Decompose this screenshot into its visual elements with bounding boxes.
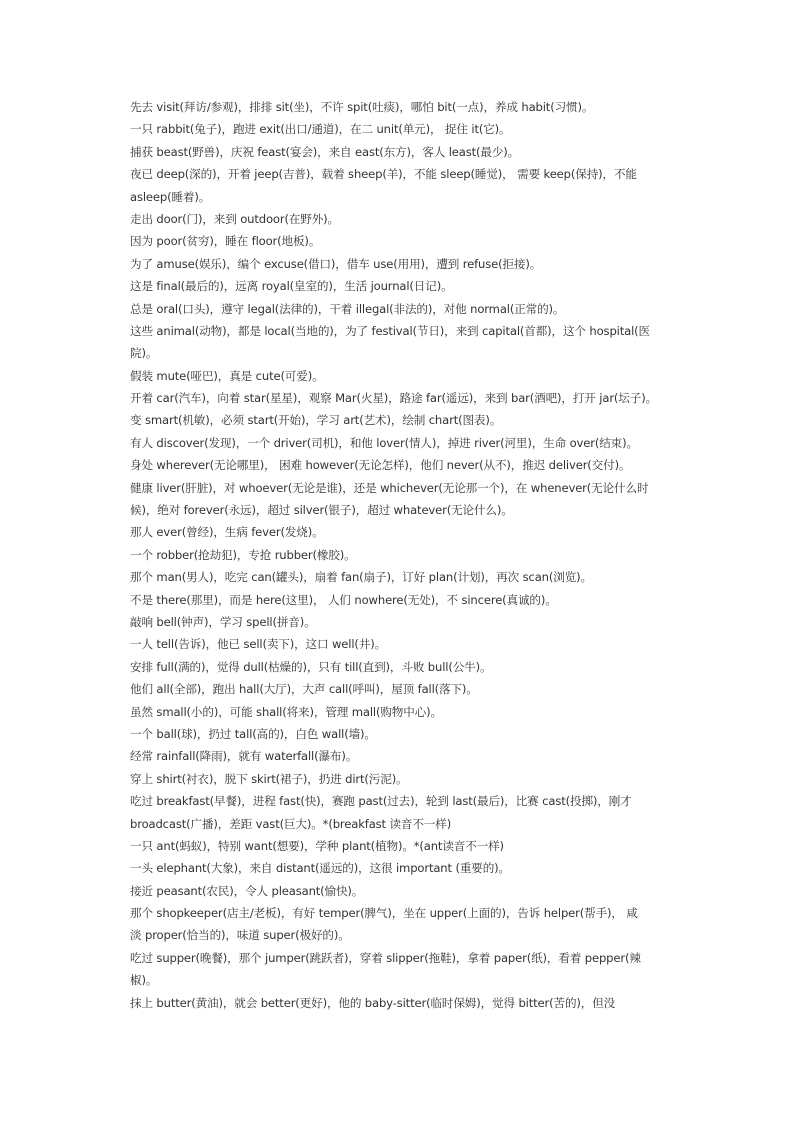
text-line: 穿上 shirt(衬衣)，脱下 skirt(裙子)，扔进 dirt(污泥)。 <box>130 771 408 786</box>
text-line: 淡 proper(恰当的)，味道 super(极好的)。 <box>130 928 350 943</box>
text-line: 总是 oral(口头)，遵守 legal(法律的)，干着 illegal(非法的)，对他 normal(正常的)。 <box>130 301 565 316</box>
text-line: 那个 shopkeeper(店主/老板)，有好 temper(脾气)，坐在 upper(上面的)，告诉 helper(帮手)， 咸 <box>130 906 638 921</box>
text-line: 一只 ant(蚂蚁)，特别 want(想要)，学种 plant(植物)。*(ant读音不一样) <box>130 838 504 853</box>
text-line: 虽然 small(小的)，可能 shall(将来)，管理 mall(购物中心)。 <box>130 704 442 719</box>
text-line: 那个 man(男人)，吃完 can(罐头)，扇着 fan(扇子)，订好 plan(计划)，再次 scan(浏览)。 <box>130 570 592 585</box>
text-line: 椒)。 <box>130 973 158 988</box>
text-line: 一个 ball(球)，扔过 tall(高的)，白色 wall(墙)。 <box>130 726 376 741</box>
text-line: 为了 amuse(娱乐)，编个 excuse(借口)，借车 use(用用)，遭到 refuse(拒接)。 <box>130 256 542 271</box>
text-line: 这些 animal(动物)，都是 local(当地的)，为了 festival(节日)，来到 capital(首都)，这个 hospital(医 <box>130 323 650 338</box>
text-line: 一只 rabbit(兔子)，跑进 exit(出口/通道)，在二 unit(单元)， 捉住 it(它)。 <box>130 122 511 137</box>
text-line: 夜已 deep(深的)，开着 jeep(吉普)，载着 sheep(羊)，不能 sleep(睡觉)， 需要 keep(保持)，不能 <box>130 167 637 182</box>
text-line: 不是 there(那里)，而是 here(这里)， 人们 nowhere(无处)，不 sincere(真诚的)。 <box>130 592 557 607</box>
text-line: 他们 all(全部)，跑出 hall(大厅)，大声 call(呼叫)，屋顶 fall(落下)。 <box>130 682 478 697</box>
text-line: 吃过 breakfast(早餐)，进程 fast(快)，赛跑 past(过去)，轮到 last(最后)，比赛 cast(投掷)，刚才 <box>130 794 632 809</box>
text-line: 开着 car(汽车)，向着 star(星星)，观察 Mar(火星)，路途 far(遥远)，来到 bar(酒吧)，打开 jar(坛子)。 <box>130 391 658 406</box>
text-line: 一人 tell(告诉)，他已 sell(卖下)，这口 well(井)。 <box>130 637 387 652</box>
text-line: 假装 mute(哑巴)，真是 cute(可爱)。 <box>130 368 324 383</box>
text-line: 吃过 supper(晚餐)，那个 jumper(跳跃者)，穿着 slipper(拖鞋)，拿着 paper(纸)，看着 pepper(辣 <box>130 950 641 965</box>
text-line: 候)，绝对 forever(永远)，超过 silver(银子)，超过 whatever(无论什么)。 <box>130 503 513 518</box>
text-line: broadcast(广播)，差距 vast(巨大)。*(breakfast 读音不一样) <box>130 816 452 831</box>
text-line: 走出 door(门)，来到 outdoor(在野外)。 <box>130 211 339 226</box>
text-line: 一头 elephant(大象)，来自 distant(遥远的)，这很 important (重要的)。 <box>130 861 510 876</box>
text-line: 捕获 beast(野兽)，庆祝 feast(宴会)，来自 east(东方)，客人 least(最少)。 <box>130 144 520 159</box>
document-body <box>130 96 690 1014</box>
text-line: 这是 final(最后的)，远离 royal(皇室的)，生活 journal(日记)。 <box>130 279 453 294</box>
text-line: 安排 full(满的)，觉得 dull(枯燥的)，只有 till(直到)，斗败 bull(公牛)。 <box>130 659 492 674</box>
text-line: 先去 visit(拜访/参观)，排排 sit(坐)，不许 spit(吐痰)，哪怕 bit(一点)，养成 habit(习惯)。 <box>130 100 594 114</box>
text-line: asleep(睡着)。 <box>130 189 211 204</box>
text-line: 因为 poor(贫穷)，睡在 floor(地板)。 <box>130 234 321 249</box>
text-line: 变 smart(机敏)，必须 start(开始)，学习 art(艺术)，绘制 chart(图表)。 <box>130 413 502 428</box>
text-line: 院)。 <box>130 346 158 361</box>
text-line: 经常 rainfall(降雨)，就有 waterfall(瀑布)。 <box>130 749 358 764</box>
text-line: 有人 discover(发现)，一个 driver(司机)，和他 lover(情人)，掉进 river(河里)，生命 over(结束)。 <box>130 435 638 450</box>
text-line: 接近 peasant(农民)，令人 pleasant(愉快)。 <box>130 883 364 898</box>
text-line: 抹上 butter(黄油)，就会 better(更好)，他的 baby-sitter(临时保姆)，觉得 bitter(苦的)，但没 <box>130 995 616 1010</box>
text-line: 健康 liver(肝脏)，对 whoever(无论是谁)，还是 whichever(无论那一个)，在 whenever(无论什么时 <box>130 480 649 495</box>
text-line: 一个 robber(抢劫犯)，专抢 rubber(橡胶)。 <box>130 547 356 562</box>
text-line: 敲响 bell(钟声)，学习 spell(拼音)。 <box>130 614 316 629</box>
text-line: 那人 ever(曾经)，生病 fever(发烧)。 <box>130 525 324 540</box>
text-line: 身处 wherever(无论哪里)， 困难 however(无论怎样)，他们 never(从不)，推迟 deliver(交付)。 <box>130 458 631 473</box>
